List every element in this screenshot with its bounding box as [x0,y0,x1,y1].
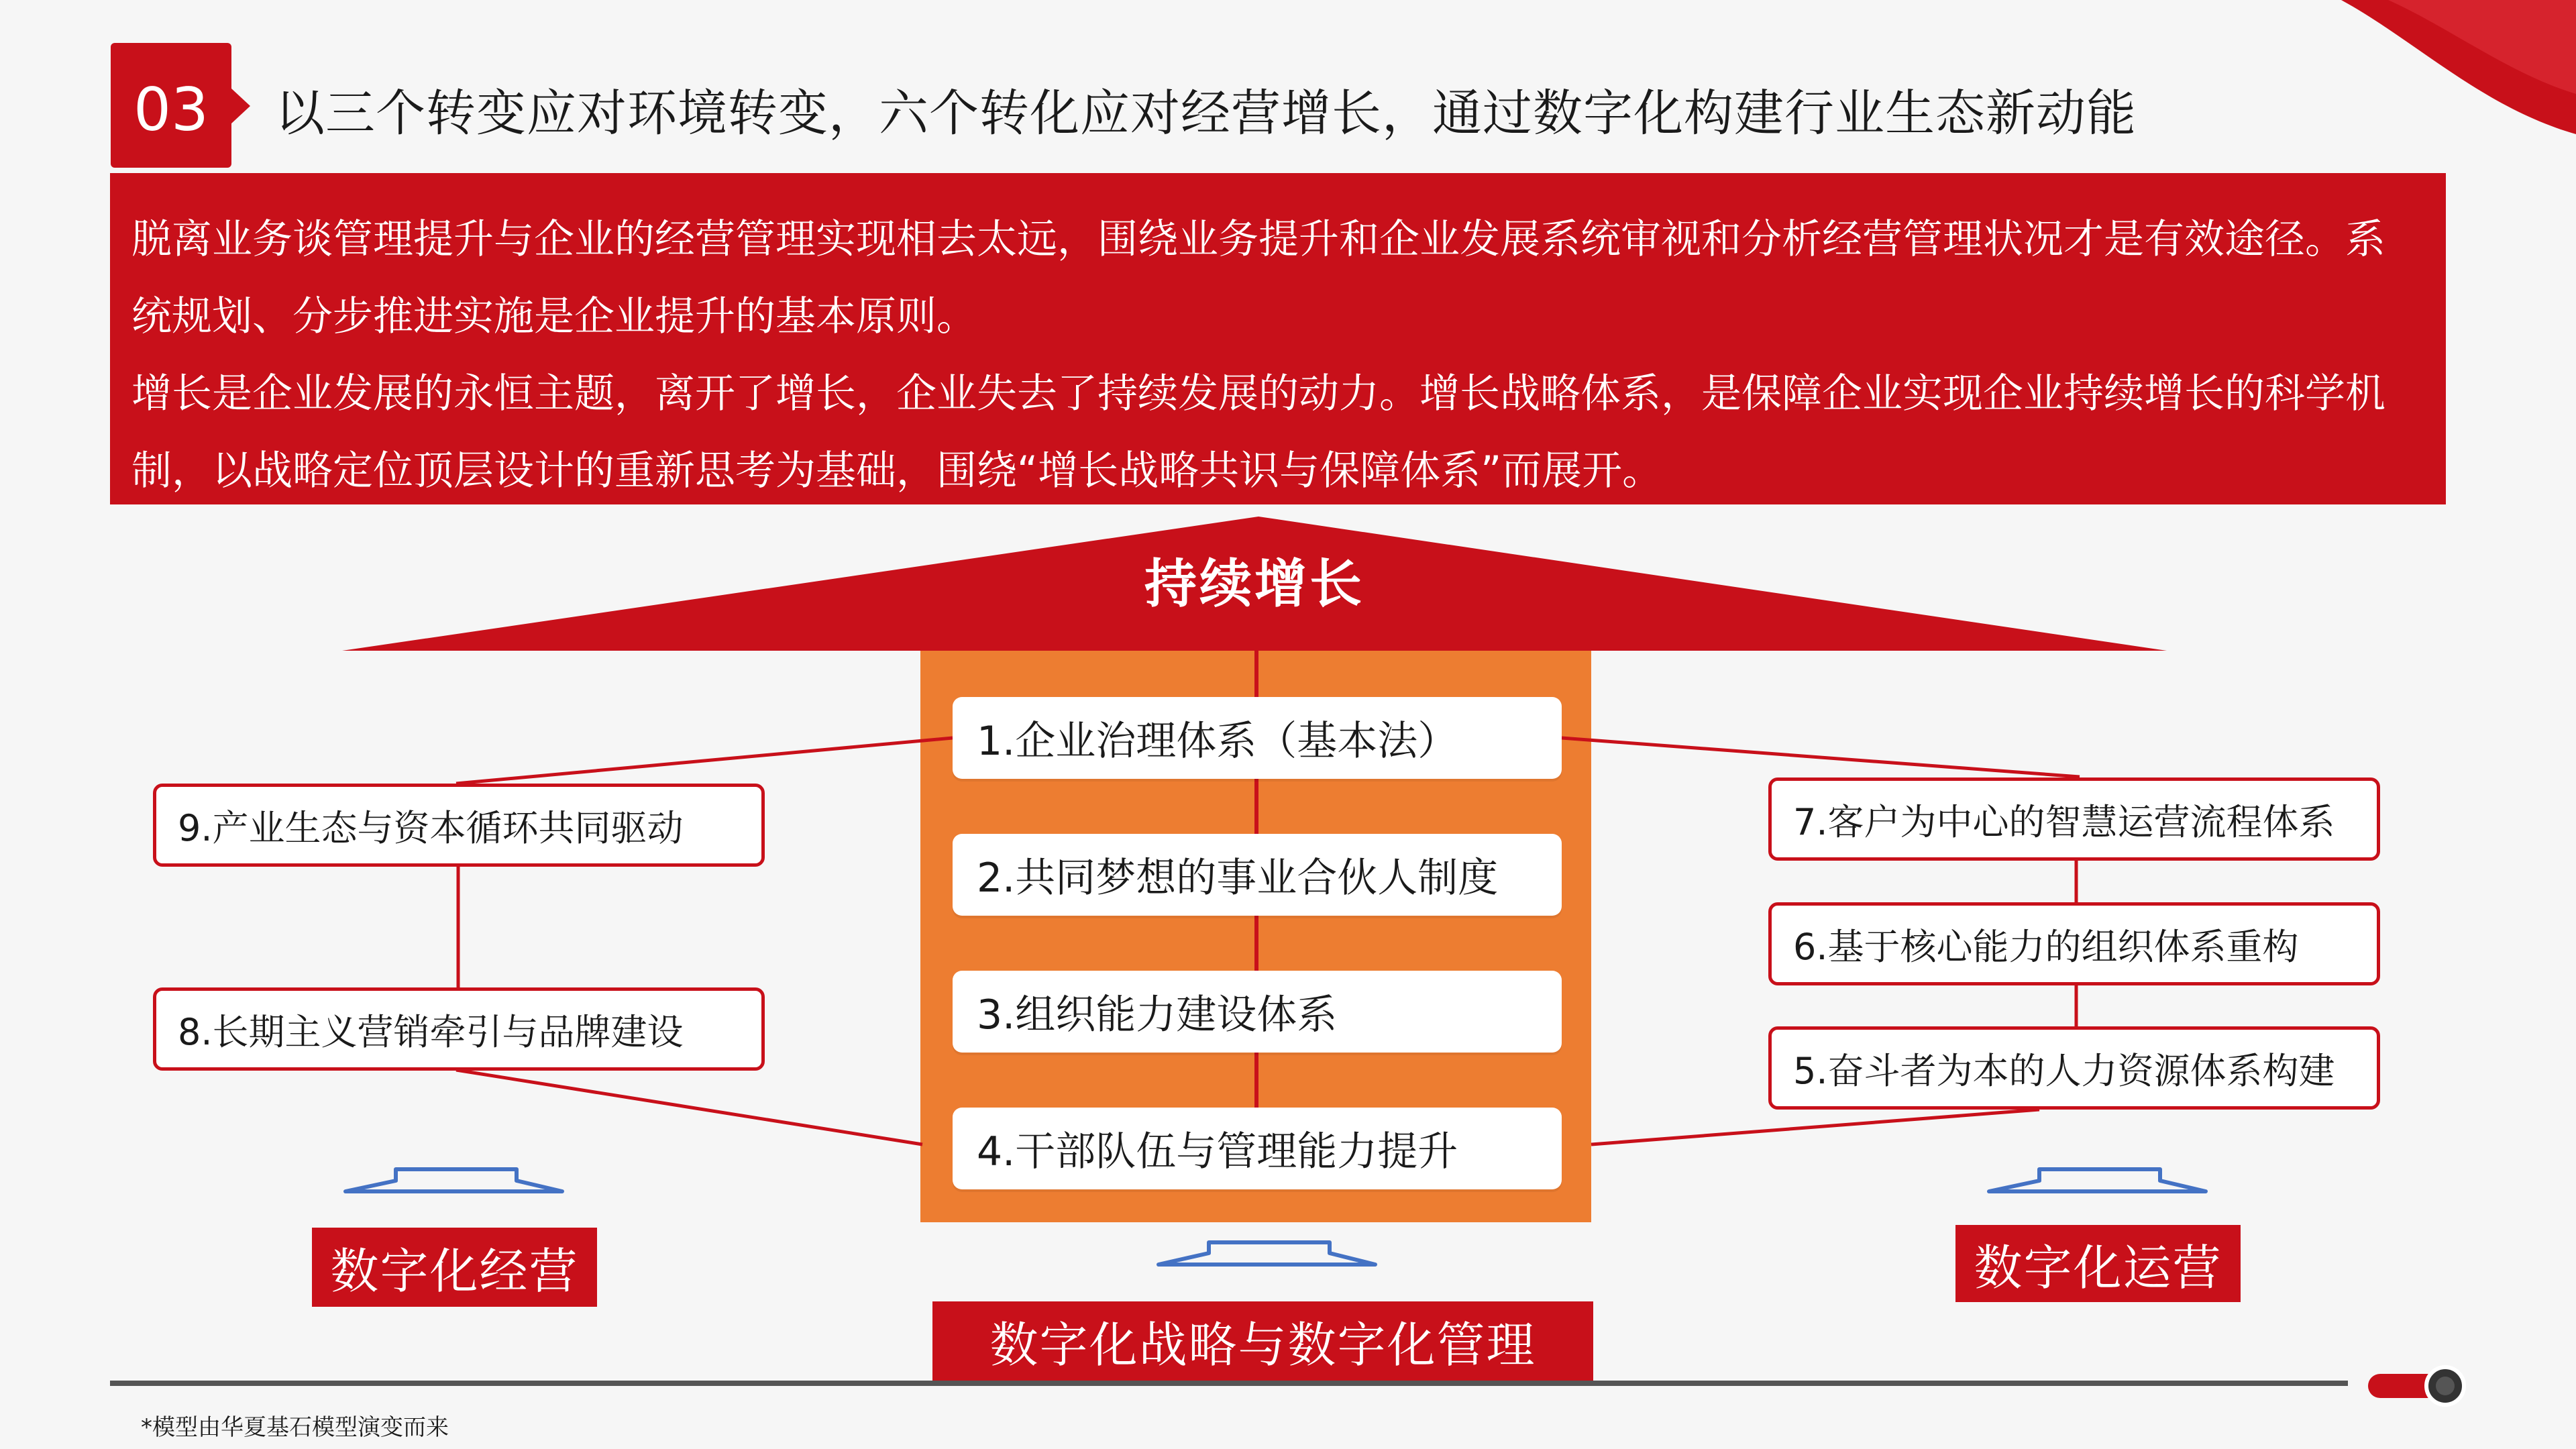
right-item-5: 5.奋斗者为本的人力资源体系构建 [1768,1026,2380,1110]
footnote: *模型由华夏基石模型演变而来 [141,1414,449,1441]
section-number: 03 [133,74,209,144]
up-arrow-center [1159,1242,1375,1265]
center-item-2: 2.共同梦想的事业合伙人制度 [953,834,1562,916]
center-item-1: 1.企业治理体系（基本法） [953,697,1562,779]
connector-left-top [456,738,953,784]
connector-left-bottom [456,1070,922,1144]
footer-knob-inner [2436,1377,2455,1395]
left-item-9: 9.产业生态与资本循环共同驱动 [153,784,765,867]
left-item-8: 8.长期主义营销牵引与品牌建设 [153,987,765,1071]
section-number-badge [111,43,231,168]
page-title: 以三个转变应对环境转变，六个转化应对经营增长，通过数字化构建行业生态新动能 [275,85,2137,142]
connector-right-top [1562,738,2080,777]
connector-right-bottom [1591,1110,2039,1144]
badge-arrow-icon [231,89,250,123]
center-item-3: 3.组织能力建设体系 [953,971,1562,1053]
base-label-right: 数字化运营 [1955,1225,2241,1302]
intro-paragraph-1: 脱离业务谈管理提升与企业的经营管理实现相去太远，围绕业务提升和企业发展系统审视和分析经营管理状况才是有效途径。系统规划、分步推进实施是企业提升的基本原则。 [131,216,2385,340]
up-arrow-right [1989,1169,2206,1191]
roof-title: 持续增长 [1144,554,1364,614]
up-arrow-left [345,1169,562,1191]
right-item-7: 7.客户为中心的智慧运营流程体系 [1768,777,2380,861]
intro-box [110,173,2446,504]
base-label-left: 数字化经营 [312,1228,597,1307]
right-item-6: 6.基于核心能力的组织体系重构 [1768,902,2380,985]
center-item-4: 4.干部队伍与管理能力提升 [953,1108,1562,1189]
base-label-center: 数字化战略与数字化管理 [932,1301,1593,1381]
intro-paragraph-2: 增长是企业发展的永恒主题，离开了增长，企业失去了持续发展的动力。增长战略体系，是保障企业实现企业持续增长的科学机制，以战略定位顶层设计的重新思考为基础，围绕“增长战略共识与保障体系”而展开。 [131,370,2385,494]
